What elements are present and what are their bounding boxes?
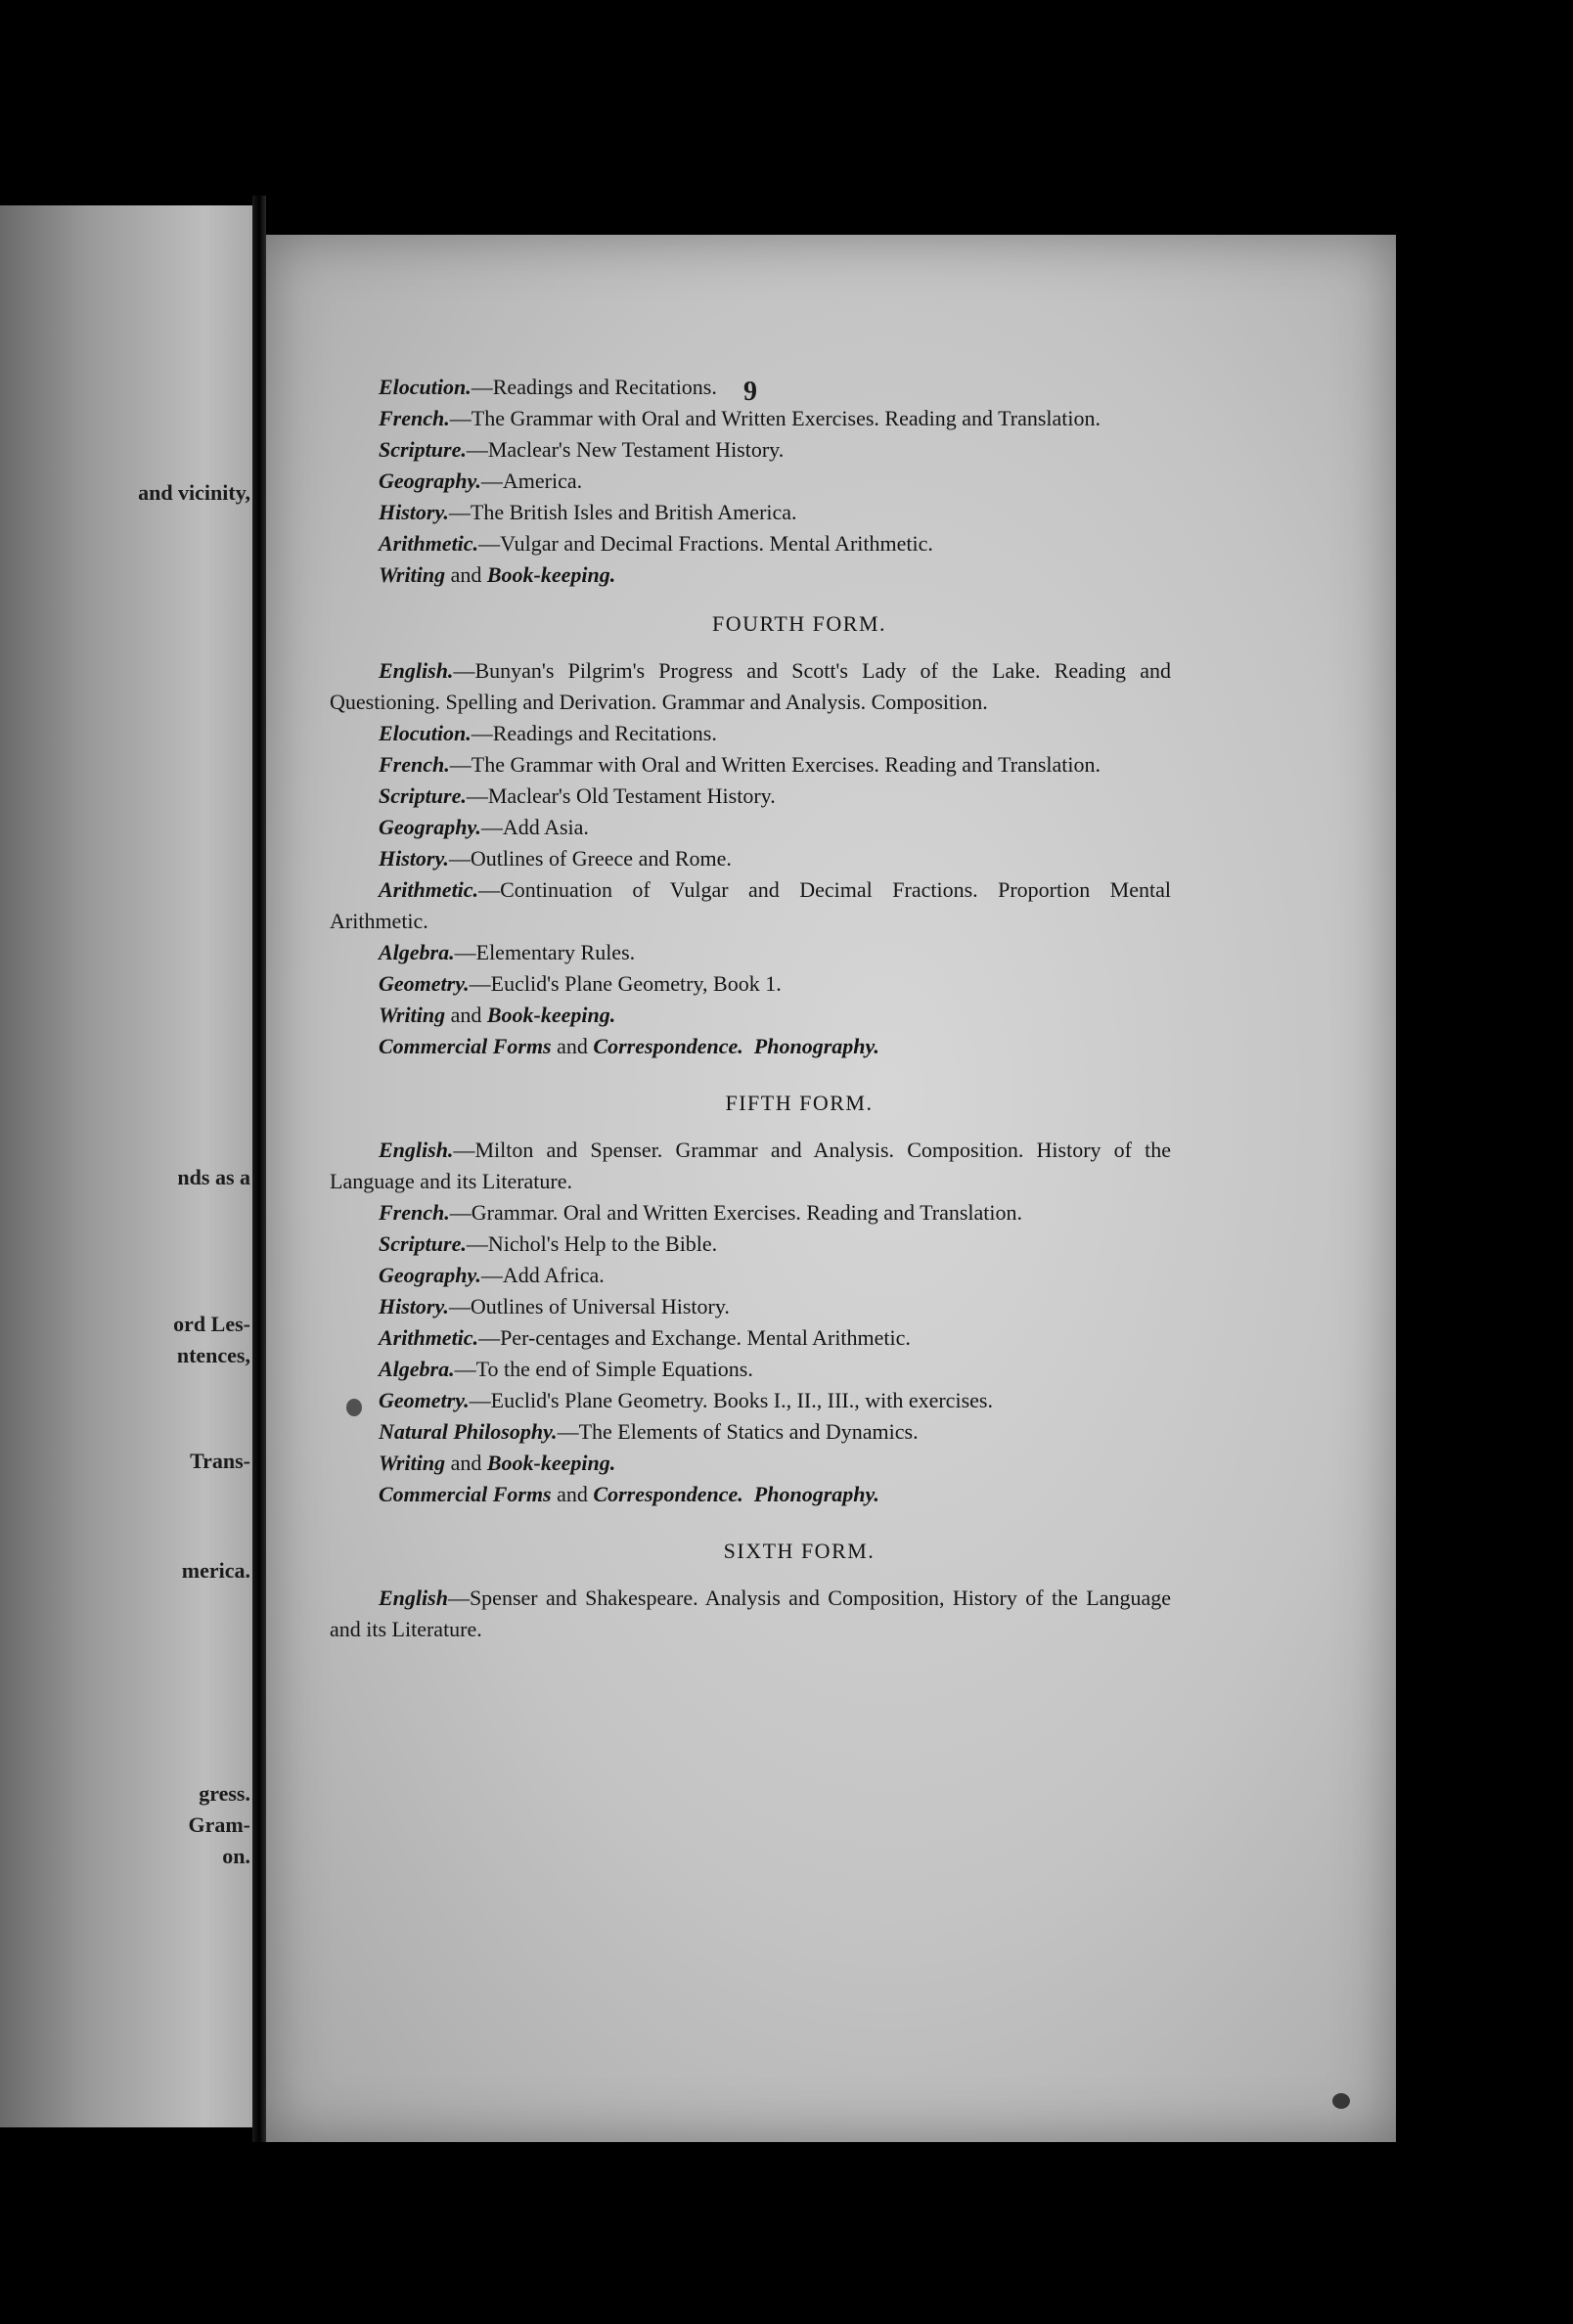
subject-text: —The Grammar with Oral and Written Exercises. Reading and Translation. — [449, 406, 1101, 430]
subject-line — [330, 466, 1171, 497]
subject-line — [330, 1448, 1171, 1479]
subject-text: —Euclid's Plane Geometry, Book 1. — [469, 971, 782, 996]
document-page — [266, 235, 1396, 2142]
subject-text: —To the end of Simple Equations. — [454, 1357, 753, 1381]
subject-text: —The Elements of Statics and Dynamics. — [557, 1419, 919, 1444]
subject-text: —Milton and Spenser. Grammar and Analysis. Composition. History of the Language and its Literature. — [330, 1138, 1171, 1193]
left-fragment-line: Gram- — [188, 1812, 250, 1837]
subject-label: Book-keeping. — [486, 1003, 616, 1027]
conjunction: and — [551, 1034, 594, 1058]
subject-line — [330, 1000, 1171, 1031]
left-fragment-line: ntences, — [176, 1343, 250, 1367]
subject-label: Book-keeping. — [486, 562, 616, 587]
subject-line — [330, 559, 1171, 591]
subject-label: Algebra. — [379, 1357, 455, 1381]
subject-line — [330, 968, 1171, 1000]
subject-label: Geography. — [379, 815, 481, 839]
subject-line — [330, 1135, 1171, 1197]
subject-line — [330, 718, 1171, 749]
subject-line — [330, 1197, 1171, 1229]
subject-label: Elocution. — [379, 721, 472, 745]
subject-label: Commercial Forms — [379, 1482, 552, 1506]
left-fragment-line: and vicinity, — [138, 480, 250, 505]
sixth-form-section — [330, 1583, 1171, 1645]
subject-text: —Maclear's Old Testament History. — [466, 783, 776, 808]
subject-label: Natural Philosophy. — [379, 1419, 558, 1444]
subject-text: —Continuation of Vulgar and Decimal Fractions. Proportion Mental Arithmetic. — [330, 877, 1171, 933]
subject-text: —Euclid's Plane Geometry. Books I., II., III., with exercises. — [469, 1388, 993, 1412]
subject-label: Arithmetic. — [379, 877, 479, 902]
subject-label: History. — [379, 1294, 449, 1318]
subject-label: English. — [379, 658, 454, 683]
subject-line — [330, 497, 1171, 528]
page-number: 9 — [743, 377, 757, 407]
subject-line — [330, 403, 1171, 434]
subject-line — [330, 843, 1171, 874]
subject-line — [330, 434, 1171, 466]
subject-text: —Maclear's New Testament History. — [466, 437, 785, 462]
subject-label: Scripture. — [379, 783, 467, 808]
subject-label: Arithmetic. — [379, 1325, 479, 1350]
subject-line — [330, 1479, 1171, 1510]
subject-label: English — [379, 1586, 448, 1610]
subject-label: French. — [379, 1200, 450, 1225]
subject-label: Writing — [379, 562, 446, 587]
subject-text: —The British Isles and British America. — [448, 500, 797, 524]
subject-line — [330, 655, 1171, 718]
conjunction: and — [445, 562, 487, 587]
subject-line — [330, 781, 1171, 812]
subject-line — [330, 1354, 1171, 1385]
section-heading-sixth-form: SIXTH FORM. — [723, 1539, 876, 1563]
subject-label: Scripture. — [379, 437, 467, 462]
left-fragment-line: Trans- — [190, 1449, 250, 1473]
subject-line — [330, 1031, 1171, 1062]
subject-line — [330, 1291, 1171, 1322]
page-content — [330, 372, 1171, 1645]
subject-line — [330, 749, 1171, 781]
subject-label: Commercial Forms — [379, 1034, 552, 1058]
left-fragment-line: merica. — [181, 1558, 250, 1583]
fifth-form-section — [330, 1135, 1171, 1510]
subject-label: Scripture. — [379, 1231, 467, 1256]
subject-text: —Vulgar and Decimal Fractions. Mental Arithmetic. — [478, 531, 933, 556]
subject-label: Arithmetic. — [379, 531, 479, 556]
subject-text: —Nichol's Help to the Bible. — [466, 1231, 718, 1256]
subject-text: —Outlines of Greece and Rome. — [448, 846, 732, 871]
left-fragment-line: nds as a — [177, 1165, 250, 1189]
subject-text: —The Grammar with Oral and Written Exercises. Reading and Translation. — [449, 752, 1101, 777]
subject-text: —America. — [480, 469, 583, 493]
subject-text: —Readings and Recitations. — [471, 721, 717, 745]
subject-label: Correspondence. — [593, 1034, 743, 1058]
subject-label: History. — [379, 500, 449, 524]
subject-line — [330, 1416, 1171, 1448]
subject-label: English. — [379, 1138, 454, 1162]
subject-label: Writing — [379, 1003, 446, 1027]
subject-label: Geography. — [379, 469, 481, 493]
subject-label: Book-keeping. — [486, 1451, 616, 1475]
subject-line — [330, 1229, 1171, 1260]
subject-label: Writing — [379, 1451, 446, 1475]
conjunction: and — [445, 1003, 487, 1027]
subject-label: Phonography. — [753, 1034, 879, 1058]
subject-line — [330, 1260, 1171, 1291]
subject-label: Geometry. — [379, 1388, 470, 1412]
subject-line — [330, 372, 1171, 403]
subject-line — [330, 1385, 1171, 1416]
subject-label: Correspondence. — [593, 1482, 743, 1506]
ink-smudge — [346, 1399, 362, 1416]
subject-text: —Per-centages and Exchange. Mental Arithmetic. — [478, 1325, 911, 1350]
conjunction: and — [551, 1482, 594, 1506]
subject-label: Geometry. — [379, 971, 470, 996]
ink-smudge — [1332, 2093, 1350, 2109]
subject-label: Phonography. — [753, 1482, 879, 1506]
subject-label: French. — [379, 406, 450, 430]
book-gutter — [252, 196, 266, 2142]
previous-page-fragment — [0, 205, 256, 2127]
left-fragment-line: on. — [222, 1844, 250, 1868]
subject-text: —Grammar. Oral and Written Exercises. Reading and Translation. — [449, 1200, 1022, 1225]
subject-text: —Readings and Recitations. — [471, 375, 717, 399]
fourth-form-section — [330, 655, 1171, 1062]
subject-text: —Add Africa. — [480, 1263, 605, 1287]
section-heading-fourth-form: FOURTH FORM. — [711, 611, 887, 636]
left-fragment-line: gress. — [199, 1781, 250, 1806]
subject-line — [330, 1583, 1171, 1645]
subject-label: Elocution. — [379, 375, 472, 399]
subject-text: —Spenser and Shakespeare. Analysis and Composition, History of the Language and its Literature. — [330, 1586, 1171, 1641]
subject-line — [330, 874, 1171, 937]
subject-text: —Bunyan's Pilgrim's Progress and Scott's Lady of the Lake. Reading and Questioning. Spelling and Derivation. Grammar and Analysis. Composition. — [330, 658, 1171, 714]
left-fragment-line: ord Les- — [173, 1312, 250, 1336]
subject-label: Algebra. — [379, 940, 455, 964]
subject-line — [330, 528, 1171, 559]
top-section — [330, 372, 1171, 591]
subject-text: —Outlines of Universal History. — [448, 1294, 730, 1318]
subject-label: History. — [379, 846, 449, 871]
section-heading-fifth-form: FIFTH FORM. — [725, 1091, 874, 1115]
subject-label: French. — [379, 752, 450, 777]
subject-label: Geography. — [379, 1263, 481, 1287]
subject-line — [330, 812, 1171, 843]
conjunction: and — [445, 1451, 487, 1475]
subject-line — [330, 1322, 1171, 1354]
subject-text: —Add Asia. — [480, 815, 589, 839]
subject-text: —Elementary Rules. — [454, 940, 636, 964]
subject-line — [330, 937, 1171, 968]
